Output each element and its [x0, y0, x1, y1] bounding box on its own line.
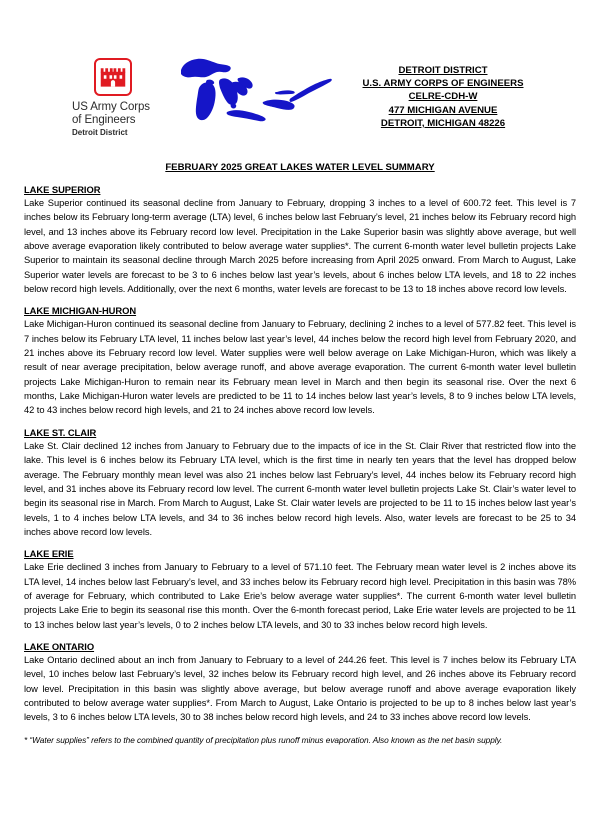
usace-brand-line2: of Engineers — [72, 113, 136, 126]
document-page — [0, 58, 600, 834]
section-lake-ontario — [24, 641, 576, 725]
section-body: Lake St. Clair declined 12 inches from January to February due to the impacts of ice in the St. Clair River that restricted flow into the lake. This level is 6 inches below its February LTA level, which is the first time in nearly ten years that the level has dropped below average. The February monthly mean level was also 21 inches below last February’s level, 44 inches below its February record high level, and 31 inches above its February record low level. The current 6-month water level bulletin projects Lake St. Clair’s water level to begin its seasonal rise in March. From March to August, Lake St. Clair water levels are projected to be 11 to 15 inches below last year’s levels, 1 to 4 inches below LTA levels, and 34 to 36 inches below record high levels. Also, water levels are forecast to be 25 to 34 inches above record low levels. — [24, 440, 576, 537]
usace-castle-icon — [94, 58, 132, 96]
page-title: FEBRUARY 2025 GREAT LAKES WATER LEVEL SUMMARY — [165, 162, 435, 173]
usace-brand-name — [72, 101, 187, 126]
section-body: Lake Erie declined 3 inches from January to February to a level of 571.10 feet. The February mean water level is 2 inches above its LTA level, 14 inches below last February’s level, and 33 inches below its February record high level. Precipitation in this basin was 78% of average for February, which contributed to Lake Erie’s below average water supplies*. The current 6-month water level bulletin projects Lake Erie to begin its seasonal rise this month. Over the 6-month forecast period, Lake Erie water levels are projected to be 11 to 13 inches below last year’s levels, 0 to 2 inches below LTA levels, and 30 to 33 inches below record high levels. — [24, 562, 576, 630]
section-heading: LAKE ERIE — [24, 548, 74, 560]
section-lake-michigan-huron — [24, 305, 576, 417]
section-heading: LAKE MICHIGAN-HURON — [24, 305, 137, 317]
section-body: Lake Ontario declined about an inch from January to February to a level of 244.26 feet. This level is 7 inches below its February LTA level, 10 inches below last February’s level, 32 inches below its February record high level, and 26 inches above its February record low level. Precipitation in this basin was slightly above average, but below average runoff and above average evaporation likely contributed to below average water supplies*. From March to August, Lake Ontario is projected to be up to 8 inches below last year’s levels, 3 to 6 inches below LTA levels, 30 to 38 inches below record high levels, and 24 to 33 inches above record low levels. — [24, 654, 576, 723]
section-body: Lake Superior continued its seasonal decline from January to February, dropping 3 inches to a level of 600.72 feet. This level is 7 inches below its February long-term average (LTA) level, 6 inches below last February’s level, 21 inches below its February record high level, and 13 inches above its February record low level. Precipitation in the Lake Superior basin was slightly above average, but well above average evaporation likely contributed to below average water supplies*. The current 6-month water level bulletin projects Lake Superior to maintain its seasonal decline through March 2025 before increasing from April 2025 onward. From March to August, Lake Superior water levels are forecast to be 3 to 6 inches below last year’s levels, about 6 inches below LTA levels, and 18 to 22 inches below record high levels. Additionally, over the next 6 months, water levels are forecast to be 13 to 18 inches above record low levels. — [24, 198, 576, 295]
usace-brand-line1: US Army Corps — [72, 101, 150, 113]
usace-brand-block — [72, 58, 187, 137]
address-line-3: CELRE-CDH-W — [408, 91, 478, 103]
section-lake-erie — [24, 548, 576, 632]
district-address-block — [308, 64, 578, 130]
address-line-2: U.S. ARMY CORPS OF ENGINEERS — [362, 78, 524, 90]
address-line-5: DETROIT, MICHIGAN 48226 — [380, 117, 506, 129]
usace-district-label: Detroit District — [72, 128, 128, 137]
footnote: * “Water supplies” refers to the combined quantity of precipitation plus runoff minus evaporation. Also known as the net basin supply. — [24, 734, 503, 745]
document-body — [24, 173, 576, 725]
document-header — [22, 58, 578, 158]
section-lake-st-clair — [24, 427, 576, 539]
address-line-4: 477 MICHIGAN AVENUE — [388, 104, 498, 116]
section-heading: LAKE ONTARIO — [24, 640, 95, 652]
section-lake-superior — [24, 184, 576, 296]
section-body: Lake Michigan-Huron continued its seasonal decline from January to February, declining 2 inches to a level of 577.82 feet. This level is 7 inches below its February LTA level, 11 inches below last year’s level, 44 inches below the record high level from February 2020, and 21 inches above its February record low level. Water supplies were well below average on Lake Michigan-Huron, which was likely a result of near average precipitation, below average runoff, and above average evaporation. The current 6-month water level bulletin projects Lake Michigan-Huron to remain near its February mean level in March and then begin its seasonal rise. Over the next 6 months, Lake Michigan-Huron water levels are predicted to be 11 to 14 inches below last year’s levels, 8 to 9 inches below LTA levels, 42 to 43 inches below record high levels, and 21 to 24 inches above record low levels. — [24, 319, 576, 416]
address-line-1: DETROIT DISTRICT — [398, 65, 488, 76]
section-heading: LAKE SUPERIOR — [24, 184, 101, 195]
section-heading: LAKE ST. CLAIR — [24, 426, 97, 438]
